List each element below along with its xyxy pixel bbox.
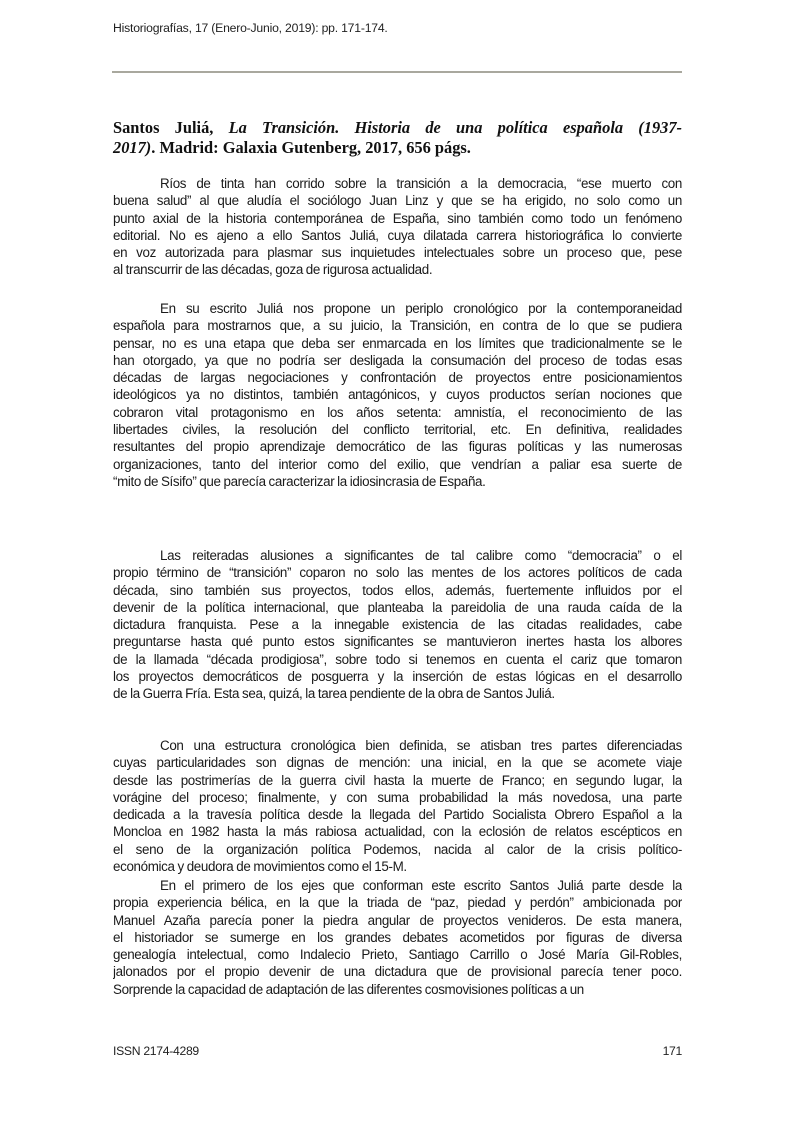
footer-page-number: 171 [662, 1044, 682, 1058]
text-line: dedicada a la travesía política desde la llegada del Partido Socialista Obrero Español a la [113, 807, 682, 823]
text-line: vorágine del proceso; finalmente, y con suma probabilidad la más novedosa, una parte [113, 789, 682, 805]
text-line: devenir de la política internacional, que planteaba la pareidolia de una rauda caída de la [113, 599, 682, 615]
running-head: Historiografías, 17 (Enero-Junio, 2019): pp. 171-174. [113, 21, 388, 35]
text-line: al transcurrir de las décadas, goza de rigurosa actualidad. [113, 262, 433, 278]
text-line: los proyectos democráticos de posguerra y la inserción de estas lógicas en el desarrollo [113, 669, 682, 685]
title-line-2 [113, 138, 682, 158]
text-line: jalonados por el propio devenir de una dictadura que de provisional parecía tener poco. [113, 964, 682, 980]
text-line: punto axial de la historia contemporánea de España, sino también como todo un fenómeno [113, 210, 682, 226]
review-title [113, 118, 682, 158]
text-line: desde las postrimerías de la guerra civil hasta la muerte de Franco; en segundo lugar, la [113, 772, 682, 788]
text-line: Con una estructura cronológica bien definida, se atisban tres partes diferenciadas [160, 738, 682, 753]
text-line: cuyas particularidades son dignas de mención: una inicial, en la que se acomete viaje [113, 755, 682, 771]
text-line: propia experiencia bélica, en la que la triada de “paz, piedad y perdón” ambicionada por [113, 895, 682, 911]
text-line: buena salud” al que aludía el sociólogo Juan Linz y que se ha erigido, no solo como un [113, 193, 682, 209]
title-line-1 [113, 118, 682, 138]
text-line: Las reiteradas alusiones a significantes de tal calibre como “democracia” o el [160, 548, 682, 563]
text-line: editorial. No es ajeno a ello Santos Juliá, cuya dilatada carrera historiográfica lo convierte [113, 227, 682, 243]
text-line: cobraron vital protagonismo en los años setenta: amnistía, el reconocimiento de las [113, 404, 682, 420]
text-line: han otorgado, ya que no podría ser desligada la consumación del proceso de todas esas [113, 352, 682, 368]
text-line: propio término de “transición” coparon no solo las mentes de los actores políticos de cada [113, 565, 682, 581]
text-line: preguntarse hasta qué punto estos significantes se mantuvieron inertes hasta los albores [113, 634, 682, 650]
text-line: Manuel Azaña parecía poner la piedra angular de proyectos venideros. De esta manera, [113, 912, 682, 928]
publication-info: . Madrid: Galaxia Gutenberg, 2017, 656 págs. [151, 138, 471, 157]
book-title: La Transición. Historia de una política española (1937- [228, 118, 682, 137]
text-line: década, sino también sus proyectos, todos ellos, además, fuertemente influidos por el [113, 582, 682, 598]
text-line: pensar, no es una etapa que deba ser enmarcada en los límites que tradicionalmente se le [113, 335, 682, 351]
text-line: de la llamada “década prodigiosa”, sobre todo si tenemos en cuenta el cariz que tomaron [113, 651, 682, 667]
text-line: española para mostrarnos que, a su juicio, la Transición, en contra de lo que se pudiera [113, 318, 682, 334]
text-line: organizaciones, tanto del interior como del exilio, que vendrían a paliar esa suerte de [113, 456, 682, 472]
text-line: genealogía intelectual, como Indalecio Prieto, Santiago Carrillo o José María Gil-Robles, [113, 947, 682, 963]
text-line: Moncloa en 1982 hasta la más rabiosa actualidad, con la eclosión de relatos escépticos en [113, 824, 682, 840]
text-line: dictadura franquista. Pese a la innegable existencia de las citadas realidades, cabe [113, 617, 682, 633]
text-line: libertades civiles, la resolución del conflicto territorial, etc. En definitiva, realidades [113, 422, 682, 438]
paragraph-3 [113, 547, 682, 703]
paragraph-2 [113, 300, 682, 490]
footer-issn: ISSN 2174-4289 [113, 1044, 199, 1058]
book-title-cont: 2017) [113, 138, 152, 157]
text-line: “mito de Sísifo” que parecía caracterizar la idiosincrasia de España. [113, 473, 486, 489]
author-name: Santos Juliá, [113, 118, 229, 137]
header-rule [112, 71, 682, 73]
text-line: resultantes del propio aprendizaje democrático de las figuras políticas y las numerosas [113, 439, 682, 455]
text-line: Sorprende la capacidad de adaptación de las diferentes cosmovisiones políticas a un [113, 981, 584, 997]
text-line: ideológicos ya no distintos, también antagónicos, y cuyos productos serían nociones que [113, 387, 682, 403]
paragraph-1 [113, 175, 682, 279]
text-line: En su escrito Juliá nos propone un periplo cronológico por la contemporaneidad [160, 301, 682, 316]
text-line: de la Guerra Fría. Esta sea, quizá, la tarea pendiente de la obra de Santos Juliá. [113, 686, 555, 702]
text-line: décadas de largas negociaciones y confrontación de proyectos entre posicionamientos [113, 370, 682, 386]
text-line: en voz autorizada para plasmar sus inquietudes intelectuales sobre un proceso que, pese [113, 245, 682, 261]
text-line: Ríos de tinta han corrido sobre la transición a la democracia, “ese muerto con [160, 176, 682, 191]
paragraph-4 [113, 737, 682, 875]
text-line: económica y deudora de movimientos como el 15-M. [113, 859, 407, 875]
text-line: el historiador se sumerge en los grandes debates acometidos por figuras de diversa [113, 929, 682, 945]
text-line: En el primero de los ejes que conforman este escrito Santos Juliá parte desde la [160, 878, 682, 893]
paragraph-5 [113, 877, 682, 998]
text-line: el seno de la organización política Podemos, nacida al calor de la crisis político- [113, 841, 682, 857]
